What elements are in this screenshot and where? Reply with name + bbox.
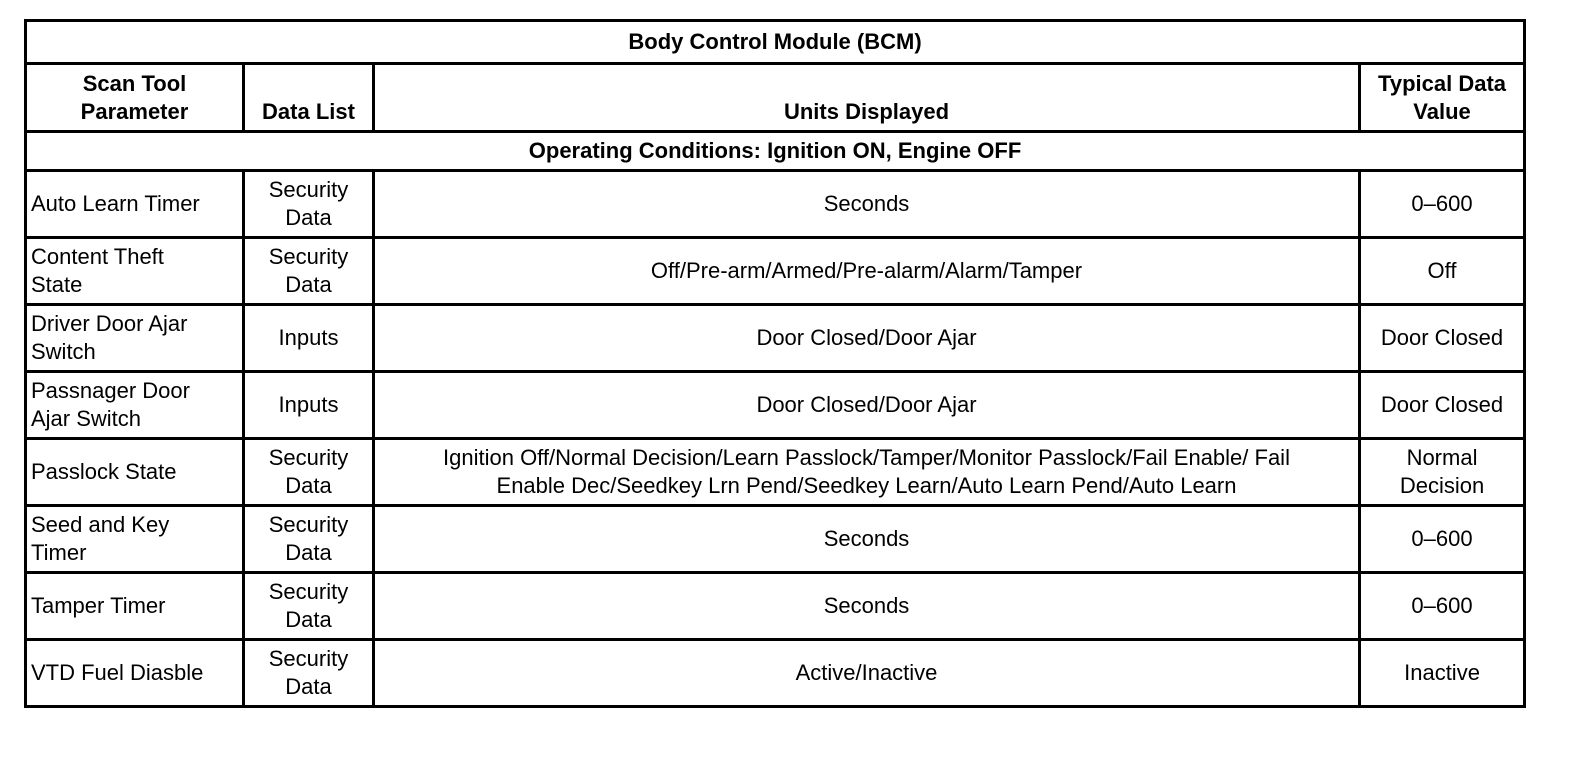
table-row (26, 372, 1525, 439)
header-units-displayed: Units Displayed (374, 64, 1360, 132)
table-row (26, 573, 1525, 640)
cell-units-displayed: Off/Pre-arm/Armed/Pre-alarm/Alarm/Tamper (374, 238, 1360, 305)
cell-typical-value: 0–600 (1360, 506, 1525, 573)
cell-parameter: Content Theft State (26, 238, 244, 305)
cell-units-displayed: Active/Inactive (374, 640, 1360, 707)
cell-typical-value: Normal Decision (1360, 439, 1525, 506)
cell-data-list: Security Data (244, 171, 374, 238)
cell-data-list: Security Data (244, 506, 374, 573)
operating-conditions: Operating Conditions: Ignition ON, Engine OFF (26, 132, 1525, 171)
cell-units-displayed: Seconds (374, 171, 1360, 238)
cell-units-displayed: Ignition Off/Normal Decision/Learn Passlock/Tamper/Monitor Passlock/Fail Enable/ Fail Enable Dec/Seedkey Lrn Pend/Seedkey Learn/Auto Learn Pend/Auto Learn (374, 439, 1360, 506)
cell-typical-value: Off (1360, 238, 1525, 305)
cell-parameter: Tamper Timer (26, 573, 244, 640)
table-row (26, 506, 1525, 573)
cell-typical-value: 0–600 (1360, 573, 1525, 640)
cell-data-list: Security Data (244, 640, 374, 707)
cell-data-list: Inputs (244, 305, 374, 372)
cell-data-list: Inputs (244, 372, 374, 439)
operating-conditions-row (26, 132, 1525, 171)
column-header-row (26, 64, 1525, 132)
cell-data-list: Security Data (244, 238, 374, 305)
table-row (26, 305, 1525, 372)
cell-parameter: Driver Door Ajar Switch (26, 305, 244, 372)
cell-data-list: Security Data (244, 573, 374, 640)
cell-typical-value: Door Closed (1360, 305, 1525, 372)
header-scan-tool-parameter: Scan Tool Parameter (26, 64, 244, 132)
cell-data-list: Security Data (244, 439, 374, 506)
cell-units-displayed: Door Closed/Door Ajar (374, 372, 1360, 439)
table-row (26, 640, 1525, 707)
table-title-row (26, 21, 1525, 64)
table-row (26, 171, 1525, 238)
cell-parameter: Passnager Door Ajar Switch (26, 372, 244, 439)
cell-typical-value: Inactive (1360, 640, 1525, 707)
cell-parameter: Passlock State (26, 439, 244, 506)
cell-parameter: Seed and Key Timer (26, 506, 244, 573)
cell-parameter: VTD Fuel Diasble (26, 640, 244, 707)
table-title: Body Control Module (BCM) (26, 21, 1525, 64)
cell-units-displayed: Seconds (374, 573, 1360, 640)
cell-units-displayed: Seconds (374, 506, 1360, 573)
cell-units-displayed: Door Closed/Door Ajar (374, 305, 1360, 372)
table-body (26, 171, 1525, 707)
cell-parameter: Auto Learn Timer (26, 171, 244, 238)
header-typical-data-value: Typical Data Value (1360, 64, 1525, 132)
table-row (26, 238, 1525, 305)
table-row (26, 439, 1525, 506)
cell-typical-value: Door Closed (1360, 372, 1525, 439)
cell-typical-value: 0–600 (1360, 171, 1525, 238)
bcm-parameter-table (24, 19, 1526, 708)
header-data-list: Data List (244, 64, 374, 132)
